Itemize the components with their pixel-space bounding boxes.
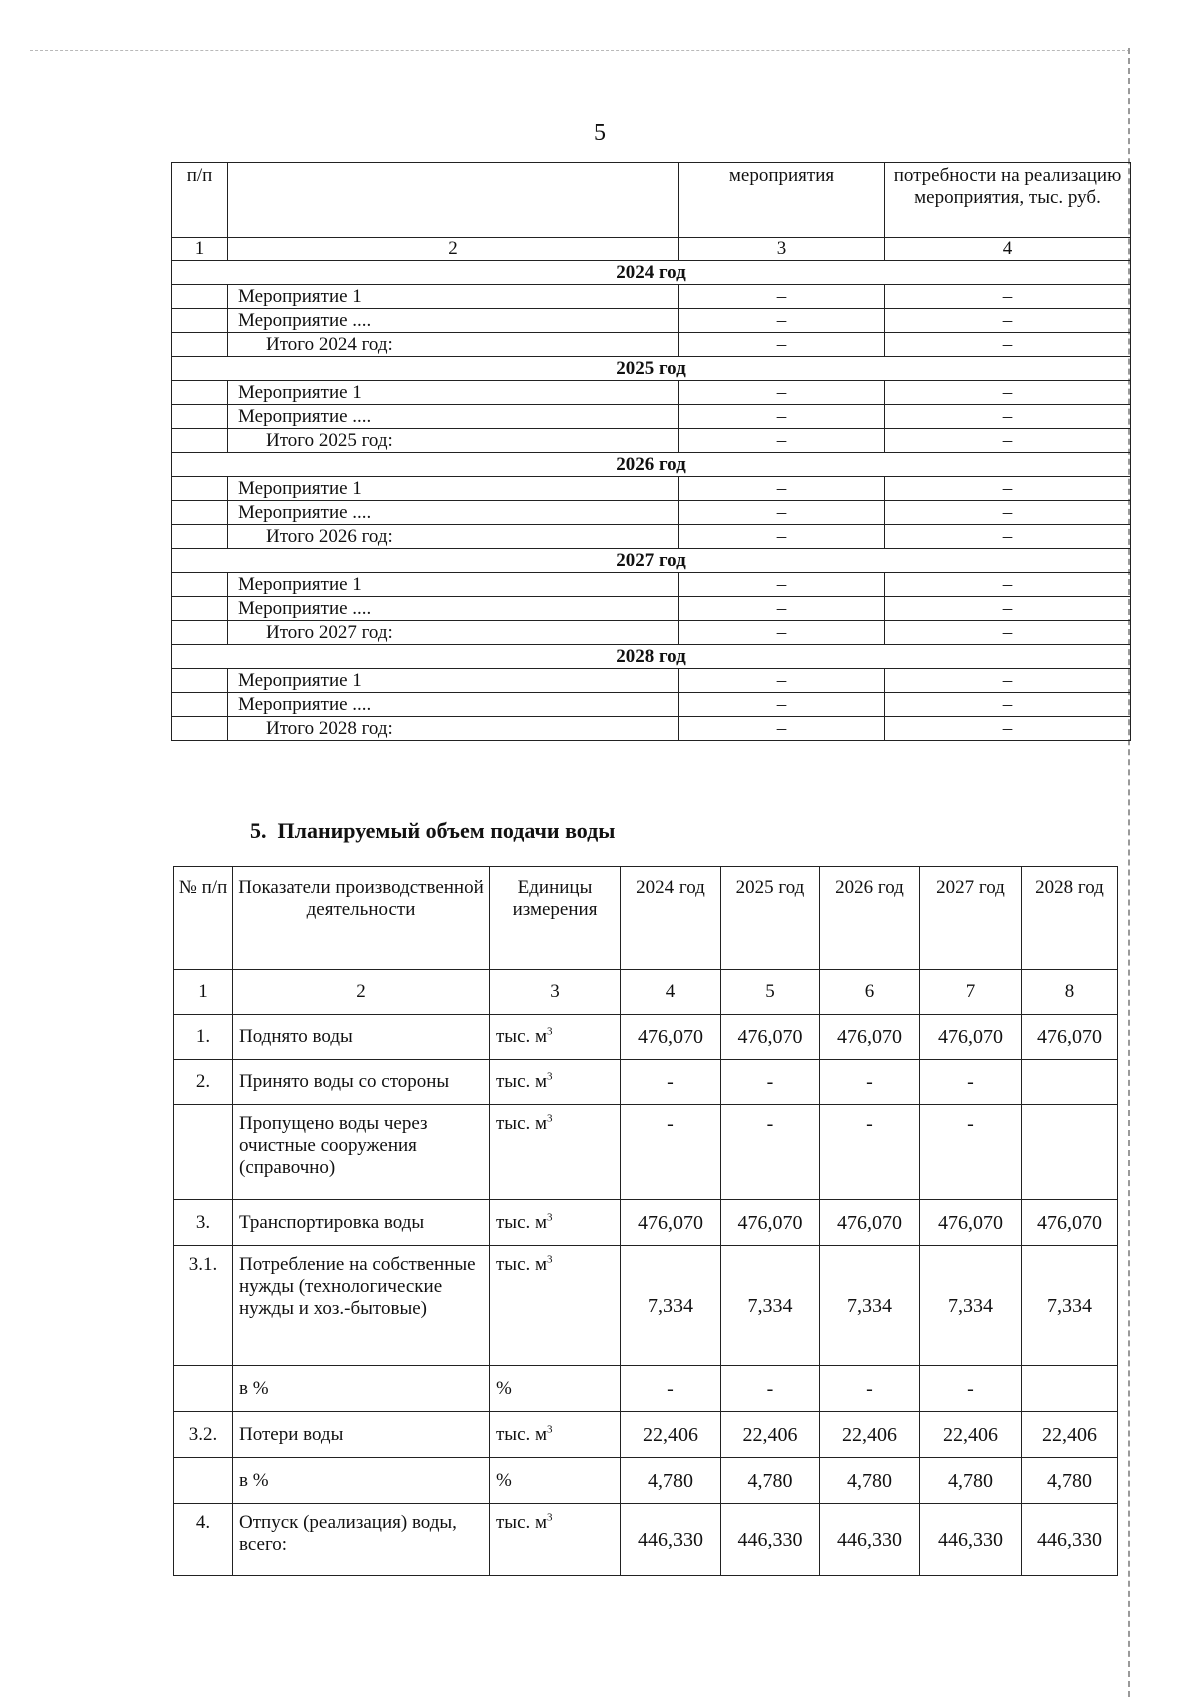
unit-cell: тыс. $м^3$ (490, 1200, 621, 1246)
value-cell: 476,070 (920, 1200, 1022, 1246)
dash-cell: – (885, 477, 1131, 501)
value-cell: 7,334 (721, 1246, 820, 1366)
value-cell: 4,780 (621, 1458, 721, 1504)
value-cell: 476,070 (621, 1015, 721, 1060)
value-cell: 476,070 (920, 1015, 1022, 1060)
activity-name: Мероприятие 1 (228, 573, 679, 597)
dash-cell: – (679, 381, 885, 405)
column-number-row (172, 238, 1131, 261)
dash-cell: – (679, 429, 885, 453)
activity-name: Мероприятие .... (228, 693, 679, 717)
value-cell: 22,406 (621, 1412, 721, 1458)
table-row (174, 1504, 1118, 1576)
dash-cell: – (885, 501, 1131, 525)
dash-cell: – (885, 669, 1131, 693)
row-number: 1. (174, 1015, 233, 1060)
year-label: 2024 год (172, 261, 1131, 285)
year-row (172, 357, 1131, 381)
activity-name: Мероприятие .... (228, 501, 679, 525)
value-cell: 476,070 (1022, 1015, 1118, 1060)
dash-cell: – (885, 381, 1131, 405)
row-number: 3. (174, 1200, 233, 1246)
dash-cell: – (679, 597, 885, 621)
value-cell: 476,070 (820, 1200, 920, 1246)
total-row (172, 429, 1131, 453)
column-number: 1 (172, 238, 228, 261)
header-cell-year: 2024 год (621, 867, 721, 970)
activity-row (172, 693, 1131, 717)
activity-name: Мероприятие .... (228, 405, 679, 429)
value-cell: 22,406 (721, 1412, 820, 1458)
indicator-name: в % (233, 1458, 490, 1504)
unit-cell: тыс. $м^3$ (490, 1246, 621, 1366)
column-number: 4 (885, 238, 1131, 261)
indicator-name: Принято воды со стороны (233, 1060, 490, 1105)
header-cell-year: 2026 год (820, 867, 920, 970)
year-row (172, 645, 1131, 669)
dash-cell: – (885, 573, 1131, 597)
activity-name: Мероприятие 1 (228, 285, 679, 309)
row-number: 3.2. (174, 1412, 233, 1458)
activity-row (172, 501, 1131, 525)
activity-row (172, 573, 1131, 597)
value-cell: 476,070 (820, 1015, 920, 1060)
table-row (174, 1105, 1118, 1200)
dash-cell: – (885, 597, 1131, 621)
unit-cell: тыс. $м^3$ (490, 1105, 621, 1200)
indicator-name: Отпуск (реализация) воды, всего: (233, 1504, 490, 1576)
indicator-name: Пропущено воды через очистные сооружения (справочно) (233, 1105, 490, 1200)
page-number: 5 (594, 120, 606, 146)
header-cell-cost: потребности на реализацию мероприятия, тыс. руб. (885, 163, 1131, 238)
column-number: 7 (920, 970, 1022, 1015)
header-cell-num: п/п (172, 163, 228, 238)
table-row (174, 1015, 1118, 1060)
dash-cell: – (885, 621, 1131, 645)
dash-cell: – (679, 693, 885, 717)
row-number: 2. (174, 1060, 233, 1105)
total-label: Итого 2026 год: (228, 525, 679, 549)
column-number: 8 (1022, 970, 1118, 1015)
year-label: 2028 год (172, 645, 1131, 669)
value-cell: - (920, 1105, 1022, 1200)
value-cell: - (621, 1105, 721, 1200)
dash-cell: – (679, 333, 885, 357)
dash-cell: – (885, 429, 1131, 453)
dash-cell: – (679, 717, 885, 741)
unit-cell: тыс. $м^3$ (490, 1060, 621, 1105)
activity-name: Мероприятие 1 (228, 381, 679, 405)
total-label: Итого 2028 год: (228, 717, 679, 741)
year-row (172, 261, 1131, 285)
value-cell: - (621, 1366, 721, 1412)
value-cell: 476,070 (721, 1015, 820, 1060)
year-row (172, 453, 1131, 477)
dash-cell: – (885, 309, 1131, 333)
value-cell: 7,334 (920, 1246, 1022, 1366)
total-row (172, 333, 1131, 357)
column-number: 3 (490, 970, 621, 1015)
value-cell: 7,334 (820, 1246, 920, 1366)
value-cell (1022, 1105, 1118, 1200)
indicator-name: Потребление на собственные нужды (технологические нужды и хоз.-бытовые) (233, 1246, 490, 1366)
value-cell: 446,330 (1022, 1504, 1118, 1576)
activity-name: Мероприятие .... (228, 597, 679, 621)
value-cell: 4,780 (1022, 1458, 1118, 1504)
scan-artifact-line (30, 50, 1130, 51)
value-cell: 4,780 (721, 1458, 820, 1504)
column-number: 6 (820, 970, 920, 1015)
activity-row (172, 669, 1131, 693)
header-cell-num: № п/п (174, 867, 233, 970)
value-cell: - (621, 1060, 721, 1105)
value-cell: - (721, 1105, 820, 1200)
header-cell-activity: мероприятия (679, 163, 885, 238)
value-cell: 22,406 (920, 1412, 1022, 1458)
dash-cell: – (885, 525, 1131, 549)
header-cell-year: 2028 год (1022, 867, 1118, 970)
column-number: 2 (233, 970, 490, 1015)
row-number (174, 1366, 233, 1412)
column-number: 5 (721, 970, 820, 1015)
value-cell: 22,406 (820, 1412, 920, 1458)
dash-cell: – (885, 693, 1131, 717)
header-cell-indicator: Показатели производственной деятельности (233, 867, 490, 970)
activity-row (172, 381, 1131, 405)
value-cell: 7,334 (621, 1246, 721, 1366)
activity-row (172, 597, 1131, 621)
dash-cell: – (679, 285, 885, 309)
unit-cell: тыс. $м^3$ (490, 1015, 621, 1060)
value-cell: 446,330 (920, 1504, 1022, 1576)
year-row (172, 549, 1131, 573)
row-number: 4. (174, 1504, 233, 1576)
column-number: 4 (621, 970, 721, 1015)
column-number: 2 (228, 238, 679, 261)
dash-cell: – (679, 669, 885, 693)
header-cell-unit: Единицы измерения (490, 867, 621, 970)
activities-table (171, 162, 1131, 741)
activity-row (172, 309, 1131, 333)
dash-cell: – (679, 501, 885, 525)
activity-name: Мероприятие 1 (228, 669, 679, 693)
table-row (174, 1366, 1118, 1412)
header-cell-year: 2025 год (721, 867, 820, 970)
section-heading (250, 818, 615, 844)
value-cell (1022, 1366, 1118, 1412)
total-row (172, 621, 1131, 645)
dash-cell: – (679, 477, 885, 501)
table-row (174, 1246, 1118, 1366)
indicator-name: Транспортировка воды (233, 1200, 490, 1246)
header-cell-year: 2027 год (920, 867, 1022, 970)
year-label: 2025 год (172, 357, 1131, 381)
total-label: Итого 2025 год: (228, 429, 679, 453)
row-number: 3.1. (174, 1246, 233, 1366)
year-label: 2027 год (172, 549, 1131, 573)
value-cell: 7,334 (1022, 1246, 1118, 1366)
value-cell: - (920, 1060, 1022, 1105)
dash-cell: – (679, 621, 885, 645)
value-cell: 476,070 (621, 1200, 721, 1246)
dash-cell: – (885, 717, 1131, 741)
total-row (172, 525, 1131, 549)
value-cell: 446,330 (721, 1504, 820, 1576)
activity-row (172, 405, 1131, 429)
activity-row (172, 285, 1131, 309)
table-row (174, 1200, 1118, 1246)
table-row (174, 1060, 1118, 1105)
row-number (174, 1105, 233, 1200)
column-number-row (174, 970, 1118, 1015)
activity-name: Мероприятие 1 (228, 477, 679, 501)
value-cell (1022, 1060, 1118, 1105)
unit-cell: тыс. $м^3$ (490, 1412, 621, 1458)
water-supply-table (173, 866, 1118, 1576)
value-cell: 446,330 (820, 1504, 920, 1576)
header-cell-name (228, 163, 679, 238)
section-number: 5. (250, 818, 267, 843)
unit-cell: % (490, 1366, 621, 1412)
value-cell: - (721, 1060, 820, 1105)
dash-cell: – (679, 525, 885, 549)
indicator-name: Потери воды (233, 1412, 490, 1458)
value-cell: 4,780 (920, 1458, 1022, 1504)
value-cell: - (820, 1060, 920, 1105)
row-number (174, 1458, 233, 1504)
total-label: Итого 2024 год: (228, 333, 679, 357)
water-header-row (174, 867, 1118, 970)
value-cell: 476,070 (721, 1200, 820, 1246)
value-cell: - (820, 1366, 920, 1412)
year-label: 2026 год (172, 453, 1131, 477)
dash-cell: – (885, 405, 1131, 429)
dash-cell: – (885, 333, 1131, 357)
value-cell: 476,070 (1022, 1200, 1118, 1246)
column-number: 3 (679, 238, 885, 261)
column-number: 1 (174, 970, 233, 1015)
total-label: Итого 2027 год: (228, 621, 679, 645)
dash-cell: – (679, 309, 885, 333)
value-cell: 22,406 (1022, 1412, 1118, 1458)
value-cell: - (721, 1366, 820, 1412)
indicator-name: Поднято воды (233, 1015, 490, 1060)
activity-row (172, 477, 1131, 501)
activity-name: Мероприятие .... (228, 309, 679, 333)
table-row (174, 1412, 1118, 1458)
value-cell: 446,330 (621, 1504, 721, 1576)
dash-cell: – (679, 405, 885, 429)
table-row (174, 1458, 1118, 1504)
dash-cell: – (679, 573, 885, 597)
activities-header-row (172, 163, 1131, 238)
unit-cell: % (490, 1458, 621, 1504)
value-cell: 4,780 (820, 1458, 920, 1504)
unit-cell: тыс. $м^3$ (490, 1504, 621, 1576)
value-cell: - (920, 1366, 1022, 1412)
section-title: Планируемый объем подачи воды (277, 818, 616, 843)
value-cell: - (820, 1105, 920, 1200)
indicator-name: в % (233, 1366, 490, 1412)
total-row (172, 717, 1131, 741)
dash-cell: – (885, 285, 1131, 309)
